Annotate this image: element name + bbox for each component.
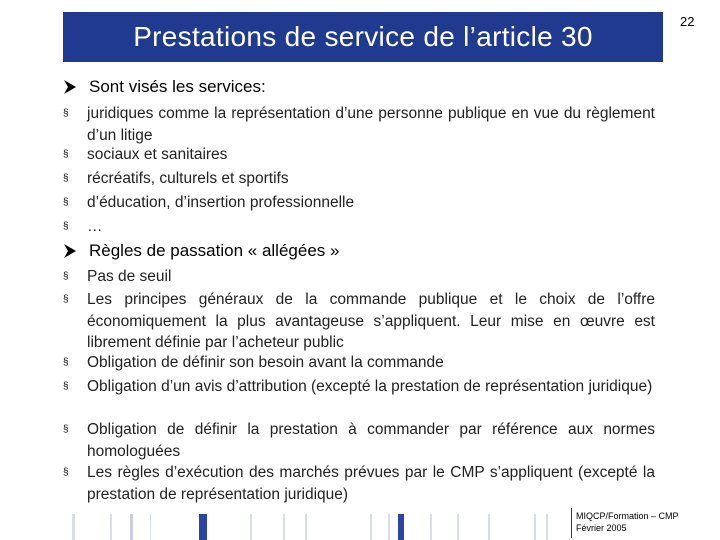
section-heading-text: Sont visés les services:	[89, 77, 266, 96]
list-item	[63, 144, 655, 166]
bullet-glyph: §	[63, 424, 69, 435]
bullet-glyph: §	[63, 197, 69, 208]
list-item	[63, 352, 655, 374]
bullet-glyph: §	[63, 108, 69, 119]
list-item	[63, 419, 655, 462]
list-item-text: Pas de seuil	[87, 268, 172, 285]
list-item-text: Les règles d’exécution des marchés prévues par le CMP s’appliquent (excepté la prestation de représentation juridique)	[87, 464, 655, 503]
list-item-text: Les principes généraux de la commande publique et le choix de l’offre économiquement la plus avantageuse s’appliquent. Leur mise en œuvre est librement définie par l’acheteur public	[87, 291, 655, 351]
footer	[576, 510, 679, 534]
list-item	[63, 103, 655, 146]
section-heading-rules	[63, 241, 339, 261]
list-item-text: Obligation d’un avis d’attribution (excepté la prestation de représentation juridique)	[87, 378, 653, 395]
list-item	[63, 216, 655, 238]
section-heading-text: Règles de passation « allégées »	[89, 241, 340, 260]
bullet-glyph: §	[63, 294, 69, 305]
title-bar	[63, 12, 663, 62]
list-item	[63, 168, 655, 190]
list-item	[63, 462, 655, 505]
bullet-glyph: §	[63, 173, 69, 184]
bullet-glyph: §	[63, 221, 69, 232]
list-item-text: sociaux et sanitaires	[87, 146, 228, 163]
bullet-glyph: §	[63, 271, 69, 282]
list-item	[63, 289, 655, 354]
arrow-bullet-icon	[63, 243, 77, 259]
bullet-glyph: §	[63, 149, 69, 160]
list-item	[63, 266, 655, 288]
footer-divider	[571, 508, 572, 538]
bullet-glyph: §	[63, 357, 69, 368]
bullet-glyph: §	[63, 467, 69, 478]
list-item-text: d’éducation, d’insertion professionnelle	[87, 194, 355, 211]
list-item-text: Obligation de définir son besoin avant la commande	[87, 354, 444, 371]
list-item	[63, 192, 655, 214]
slide-title: Prestations de service de l’article 30	[133, 21, 593, 52]
list-item-text: juridiques comme la représentation d’une personne publique en vue du règlement d’un litige	[87, 105, 655, 144]
page-number: 22	[680, 14, 695, 29]
list-item-text: Obligation de définir la prestation à commander par référence aux normes homologuées	[87, 421, 655, 460]
list-item-text: …	[87, 218, 103, 235]
arrow-bullet-icon	[63, 79, 77, 95]
list-item-text: récréatifs, culturels et sportifs	[87, 170, 289, 187]
footer-line-2: Février 2005	[576, 523, 627, 533]
section-heading-services	[63, 77, 266, 97]
bullet-glyph: §	[63, 381, 69, 392]
footer-line-1: MIQCP/Formation – CMP	[576, 511, 679, 521]
list-item	[63, 376, 655, 398]
